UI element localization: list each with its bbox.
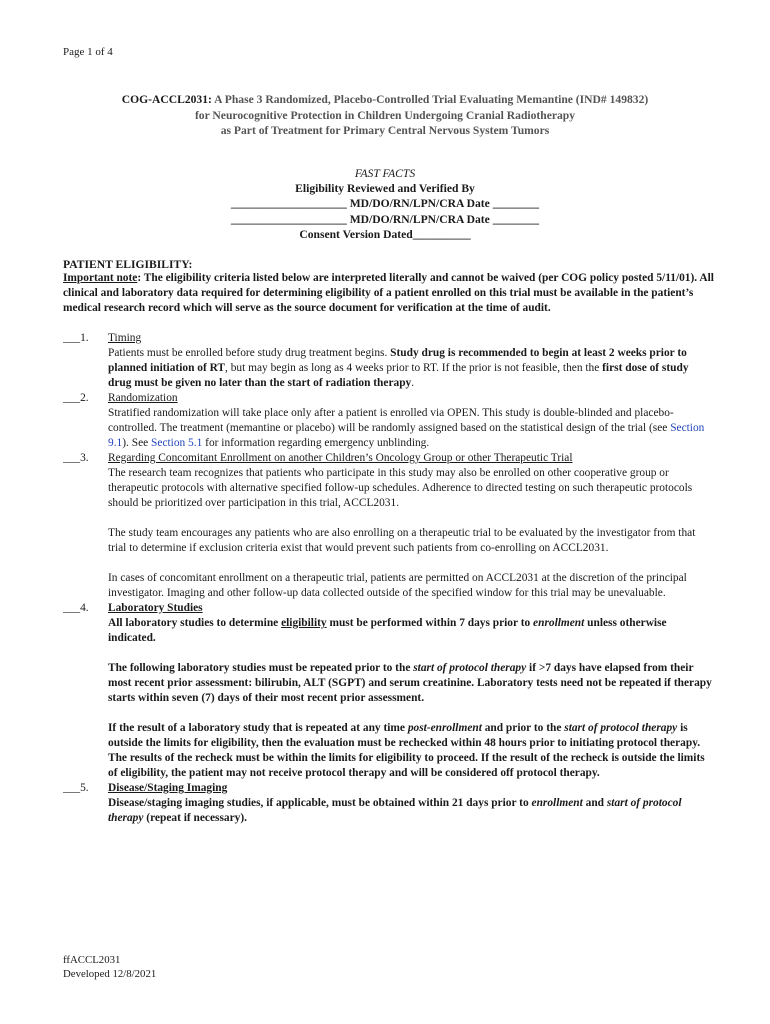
protocol-code: COG-ACCL2031: — [121, 93, 212, 106]
text-span-bold: first dose of study drug must be given no later than the start of radiation therapy — [108, 362, 689, 389]
text-span: and — [582, 797, 607, 809]
signature-line-2[interactable]: ____________________ MD/DO/RN/LPN/CRA Date ________ — [230, 212, 540, 226]
eligibility-item-laboratory-studies — [63, 601, 713, 781]
text-span: . — [411, 377, 415, 389]
title-line-1-text: A Phase 3 Randomized, Placebo-Controlled Trial Evaluating Memantine (IND# 149832) — [211, 93, 649, 106]
item-check-blank[interactable]: ___2. — [63, 392, 89, 404]
text-span: unless otherwise indicated. — [108, 617, 667, 644]
fast-facts-heading: FAST FACTS — [354, 167, 416, 180]
item-check-blank[interactable]: ___5. — [63, 782, 89, 794]
text-span: All laboratory studies to determine — [108, 617, 282, 629]
text-span-italic: start of protocol therapy — [413, 662, 527, 674]
text-span: Disease/staging imaging studies, if applicable, must be obtained within 21 days prior to — [108, 797, 532, 809]
text-span-italic: post-enrollment — [407, 722, 482, 734]
consent-version-line[interactable]: Consent Version Dated__________ — [299, 227, 471, 241]
text-span: and prior to the — [481, 722, 565, 734]
section-9-1-link[interactable]: Section 9.1 — [108, 422, 705, 449]
text-span: If the result of a laboratory study that is repeated at any time — [108, 722, 408, 734]
page-footer — [63, 953, 156, 981]
text-span: (repeat if necessary). — [143, 812, 247, 824]
eligibility-item-concomitant-enrollment — [63, 451, 713, 601]
item-heading: Disease/Staging Imaging — [108, 782, 228, 794]
item-paragraph: The research team recognizes that patients who participate in this study may also be enrolled on other cooperative group or therapeutic protocols with alternative specified follow-up schedules. Adherence to directed testing on such therapeutic protocols should be prioritized over participation in this trial, ACCL2031. — [108, 467, 693, 509]
paragraph-gap — [108, 706, 713, 721]
item-heading: Timing — [108, 332, 142, 344]
text-span: if >7 days have elapsed from their most recent prior assessment: bilirubin, ALT (SGPT) and serum creatinine. Laboratory tests need not be repeated if therapy starts within seven (7) days of their most recent prior assessment. — [108, 662, 712, 704]
page-number: Page 1 of 4 — [63, 46, 113, 58]
eligibility-item-timing — [63, 331, 713, 391]
item-paragraph: The study team encourages any patients who are also enrolling on a therapeutic trial to be evaluated by the investigator from that trial to determine if exclusion criteria exist that would prevent such patients from co-enrolling on ACCL2031. — [108, 527, 696, 554]
important-note-text: : The eligibility criteria listed below are interpreted literally and cannot be waived (per COG policy posted 5/11/01). All clinical and laboratory data required for determining eligibility of a patient enrolled on this trial must be available in the patient’s medical research record which will serve as the source document for verification at the time of audit. — [63, 272, 714, 315]
important-note — [63, 271, 718, 316]
footer-document-id: ffACCL2031 — [63, 954, 121, 966]
text-span: Patients must be enrolled before study drug treatment begins. — [108, 347, 391, 359]
important-note-label: Important note — [63, 272, 138, 284]
eligibility-item-disease-staging-imaging — [63, 781, 713, 826]
text-span: for information regarding emergency unblinding. — [202, 437, 430, 449]
section-5-1-link[interactable]: Section 5.1 — [151, 437, 203, 449]
text-span-italic: enrollment — [531, 797, 583, 809]
item-heading: Laboratory Studies — [108, 602, 203, 614]
eligibility-items — [63, 331, 713, 826]
signature-line-1[interactable]: ____________________ MD/DO/RN/LPN/CRA Date ________ — [230, 197, 540, 211]
patient-eligibility-heading: PATIENT ELIGIBILITY: — [63, 258, 193, 271]
text-span: Stratified randomization will take place only after a patient is enrolled via OPEN. This study is double-blinded and placebo-controlled. The treatment (memantine or placebo) will be randomly assigned based on the statistical design of the trial (see — [108, 407, 674, 434]
text-span-bold: Study drug is recommended to begin at least 2 weeks prior to planned initiation of RT — [108, 347, 687, 374]
fast-facts-block — [180, 166, 590, 242]
item-check-blank[interactable]: ___3. — [63, 452, 89, 464]
text-span: is outside the limits for eligibility, then the evaluation must be rechecked within 48 hours prior to initiating protocol therapy. The results of the recheck must be within the limits for eligibility to proceed. If the result of the recheck is outside the limits of eligibility, the patient may not receive protocol therapy and will be considered off protocol therapy. — [108, 722, 705, 779]
paragraph-gap — [108, 511, 713, 526]
eligibility-verified-line: Eligibility Reviewed and Verified By — [295, 182, 475, 196]
text-span-italic: enrollment — [533, 617, 585, 629]
item-heading: Regarding Concomitant Enrollment on another Children’s Oncology Group or other Therapeutic Trial — [108, 452, 573, 464]
text-span: , but may begin as long as 4 weeks prior to RT. If the prior is not feasible, then the — [225, 362, 603, 374]
item-text — [108, 346, 713, 391]
item-paragraph — [108, 796, 713, 826]
item-paragraph: In cases of concomitant enrollment on a therapeutic trial, patients are permitted on ACCL2031 at the discretion of the principal investigator. Imaging and other follow-up data collected outside of the specified window for this trial may be unevaluable. — [108, 572, 687, 599]
text-span: must be performed within 7 days prior to — [326, 617, 534, 629]
title-line-2: for Neurocognitive Protection in Children Undergoing Cranial Radiotherapy — [194, 108, 576, 122]
item-paragraph — [108, 721, 713, 781]
item-text — [108, 406, 713, 451]
text-span-underlined: eligibility — [281, 617, 327, 629]
paragraph-gap — [108, 556, 713, 571]
text-span-italic: start of protocol therapy — [564, 722, 678, 734]
title-line-1 — [40, 92, 730, 108]
item-check-blank[interactable]: ___4. — [63, 602, 89, 614]
protocol-title — [40, 92, 730, 139]
footer-developed-date: Developed 12/8/2021 — [63, 968, 157, 980]
item-paragraph — [108, 616, 713, 646]
item-paragraph — [108, 661, 713, 706]
text-span-italic: start of protocol therapy — [108, 797, 682, 824]
paragraph-gap — [108, 646, 713, 661]
eligibility-item-randomization — [63, 391, 713, 451]
item-check-blank[interactable]: ___1. — [63, 332, 89, 344]
title-line-3: as Part of Treatment for Primary Central Nervous System Tumors — [220, 124, 550, 137]
item-heading: Randomization — [108, 392, 178, 404]
text-span: ). See — [122, 437, 152, 449]
text-span: The following laboratory studies must be repeated prior to the — [108, 662, 414, 674]
